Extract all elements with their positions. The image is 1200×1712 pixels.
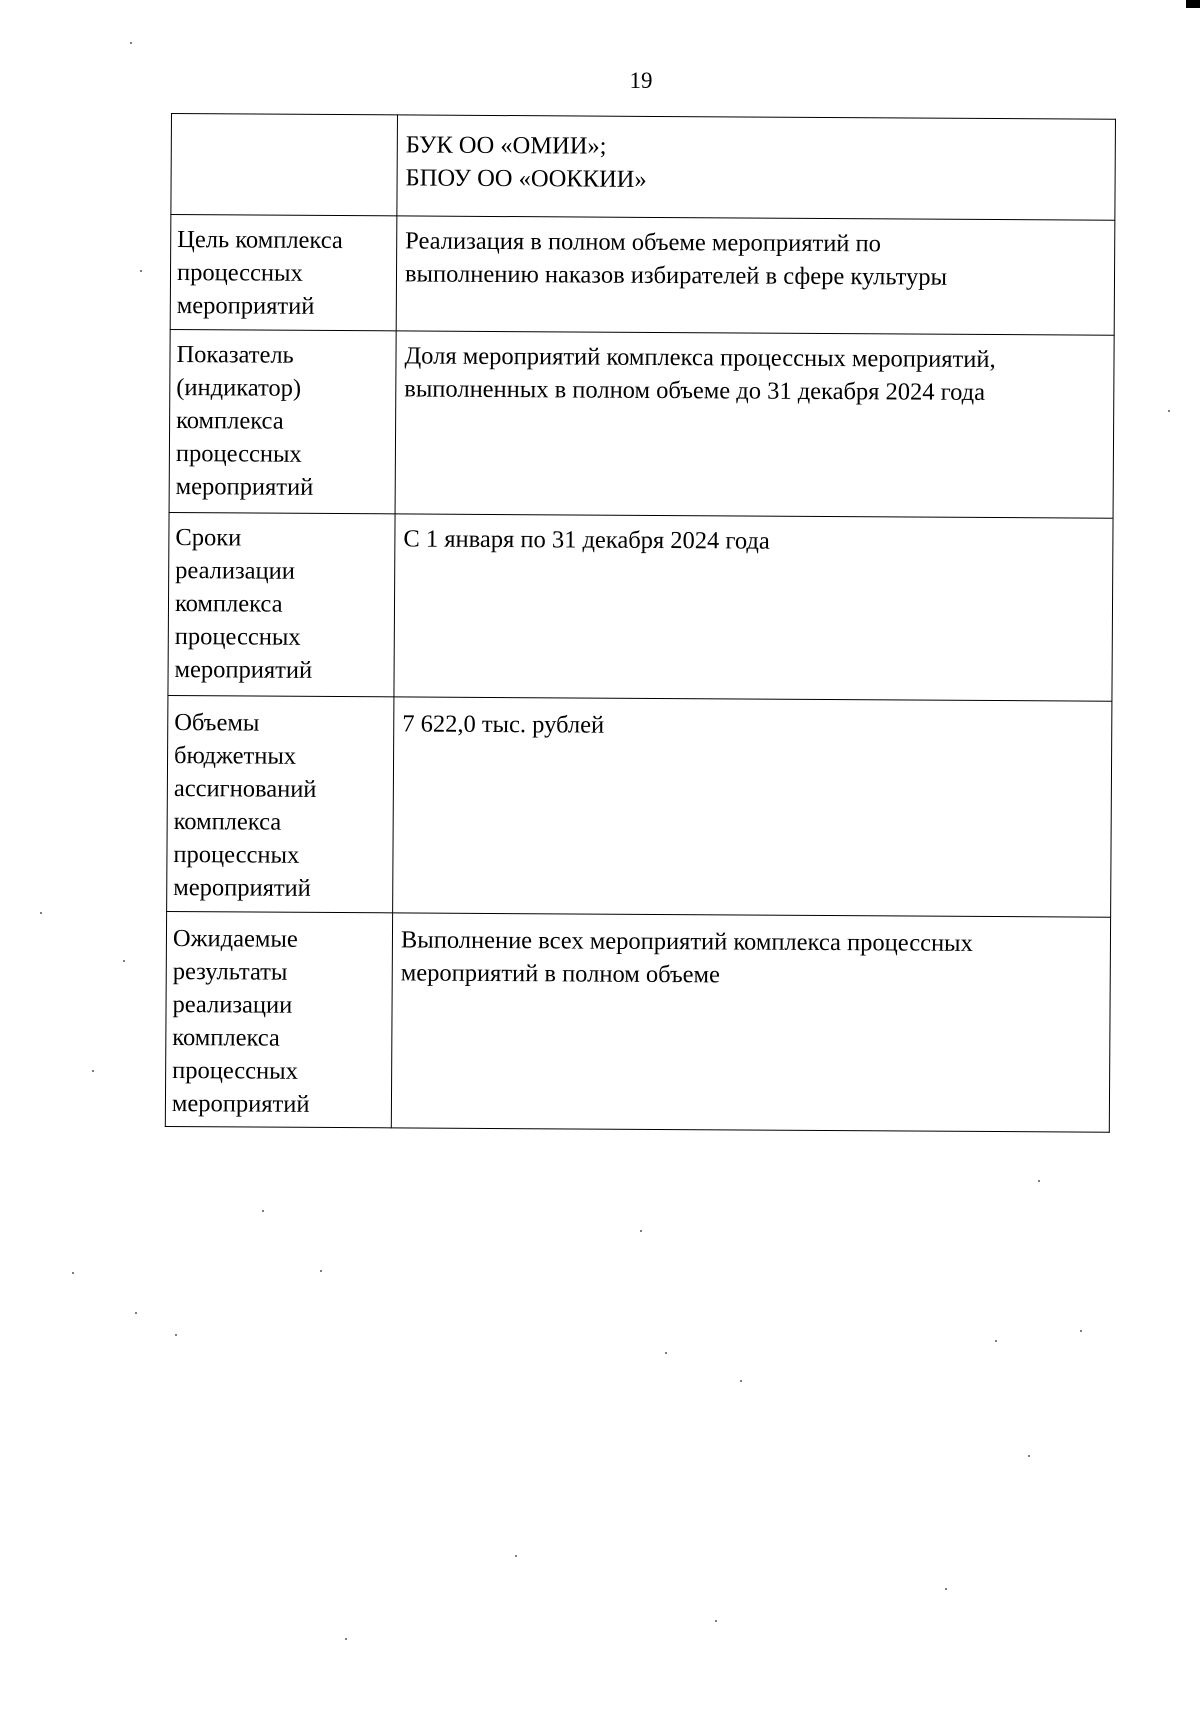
label-line: ассигнований xyxy=(173,775,317,803)
scan-speck xyxy=(1028,1455,1030,1457)
scan-speck xyxy=(320,1270,322,1272)
label-line: бюджетных xyxy=(173,742,297,770)
row-value xyxy=(394,514,1113,701)
page-number: 19 xyxy=(629,68,653,93)
value-line: Реализация в полном объеме мероприятий по xyxy=(405,227,882,258)
label-line: мероприятий xyxy=(175,473,314,501)
label-line: реализации xyxy=(175,557,296,585)
label-line: реализации xyxy=(172,991,293,1019)
table-row xyxy=(169,329,1114,518)
label-line: мероприятий xyxy=(171,1090,310,1118)
label-line: комплекса xyxy=(172,1024,280,1052)
row-label xyxy=(167,695,394,912)
label-line: комплекса xyxy=(174,590,283,618)
scan-speck xyxy=(123,960,125,962)
scan-speck xyxy=(740,1380,742,1382)
scan-speck xyxy=(945,1588,947,1590)
label-line: процессных xyxy=(174,623,301,651)
label-line: Ожидаемые xyxy=(172,925,298,953)
row-label xyxy=(170,215,397,331)
scan-speck xyxy=(345,1638,347,1640)
row-label xyxy=(165,911,392,1127)
passport-table xyxy=(165,113,1116,1133)
scan-speck xyxy=(665,1352,667,1354)
row-value xyxy=(393,697,1112,917)
scan-speck xyxy=(40,912,42,914)
label-line: результаты xyxy=(172,958,288,986)
label-line: процессных xyxy=(175,440,302,468)
label-line: Показатель xyxy=(176,341,294,369)
scan-speck xyxy=(175,1334,177,1336)
row-label xyxy=(168,512,395,696)
row-value xyxy=(397,115,1116,220)
scan-speck xyxy=(92,1070,94,1072)
scan-corner-mark xyxy=(1186,0,1200,8)
label-line: процессных xyxy=(173,841,300,869)
scan-speck xyxy=(995,1340,997,1342)
label-line: комплекса xyxy=(176,407,284,435)
scan-speck xyxy=(515,1555,517,1557)
row-value xyxy=(391,913,1110,1132)
label-line: комплекса xyxy=(173,808,282,836)
row-value xyxy=(396,216,1115,335)
scan-speck xyxy=(1168,410,1170,412)
table-row xyxy=(170,215,1115,336)
label-line: процессных xyxy=(172,1057,299,1085)
table-row xyxy=(171,114,1116,221)
table-row xyxy=(167,695,1112,917)
scan-speck xyxy=(640,1230,642,1232)
label-line: (индикатор) xyxy=(176,374,302,402)
label-line: Сроки xyxy=(175,524,242,552)
value-line: мероприятий в полном объеме xyxy=(400,959,721,989)
label-line: Объемы xyxy=(174,709,260,737)
label-line: процессных xyxy=(176,259,303,287)
row-value xyxy=(395,331,1114,518)
value-line: С 1 января по 31 декабря 2024 года xyxy=(403,525,770,555)
scan-speck xyxy=(140,270,142,272)
value-line: выполнению наказов избирателей в сфере культуры xyxy=(404,260,948,291)
label-line: мероприятий xyxy=(173,874,311,902)
scan-speck xyxy=(135,1312,137,1314)
scan-speck xyxy=(130,42,132,44)
label-line: мероприятий xyxy=(176,292,315,320)
table-row xyxy=(165,911,1110,1132)
value-line: БПОУ ОО «ООККИИ» xyxy=(405,164,647,193)
value-line: БУК ОО «ОМИИ»; xyxy=(405,131,607,160)
scan-speck xyxy=(262,1210,264,1212)
scan-speck xyxy=(1038,1180,1040,1182)
value-line: Выполнение всех мероприятий комплекса процессных xyxy=(400,926,973,957)
row-label xyxy=(169,329,396,513)
scan-speck xyxy=(1080,1330,1082,1332)
table-row xyxy=(168,512,1113,701)
label-line: мероприятий xyxy=(174,656,313,684)
row-label xyxy=(171,114,398,216)
value-line: 7 622,0 тыс. рублей xyxy=(402,710,605,739)
label-line: Цель комплекса xyxy=(177,226,343,255)
scan-speck xyxy=(72,1272,74,1274)
scan-speck xyxy=(715,1620,717,1622)
value-line: выполненных в полном объеме до 31 декабря 2024 года xyxy=(404,375,986,406)
value-line: Доля мероприятий комплекса процессных мероприятий, xyxy=(404,342,996,374)
